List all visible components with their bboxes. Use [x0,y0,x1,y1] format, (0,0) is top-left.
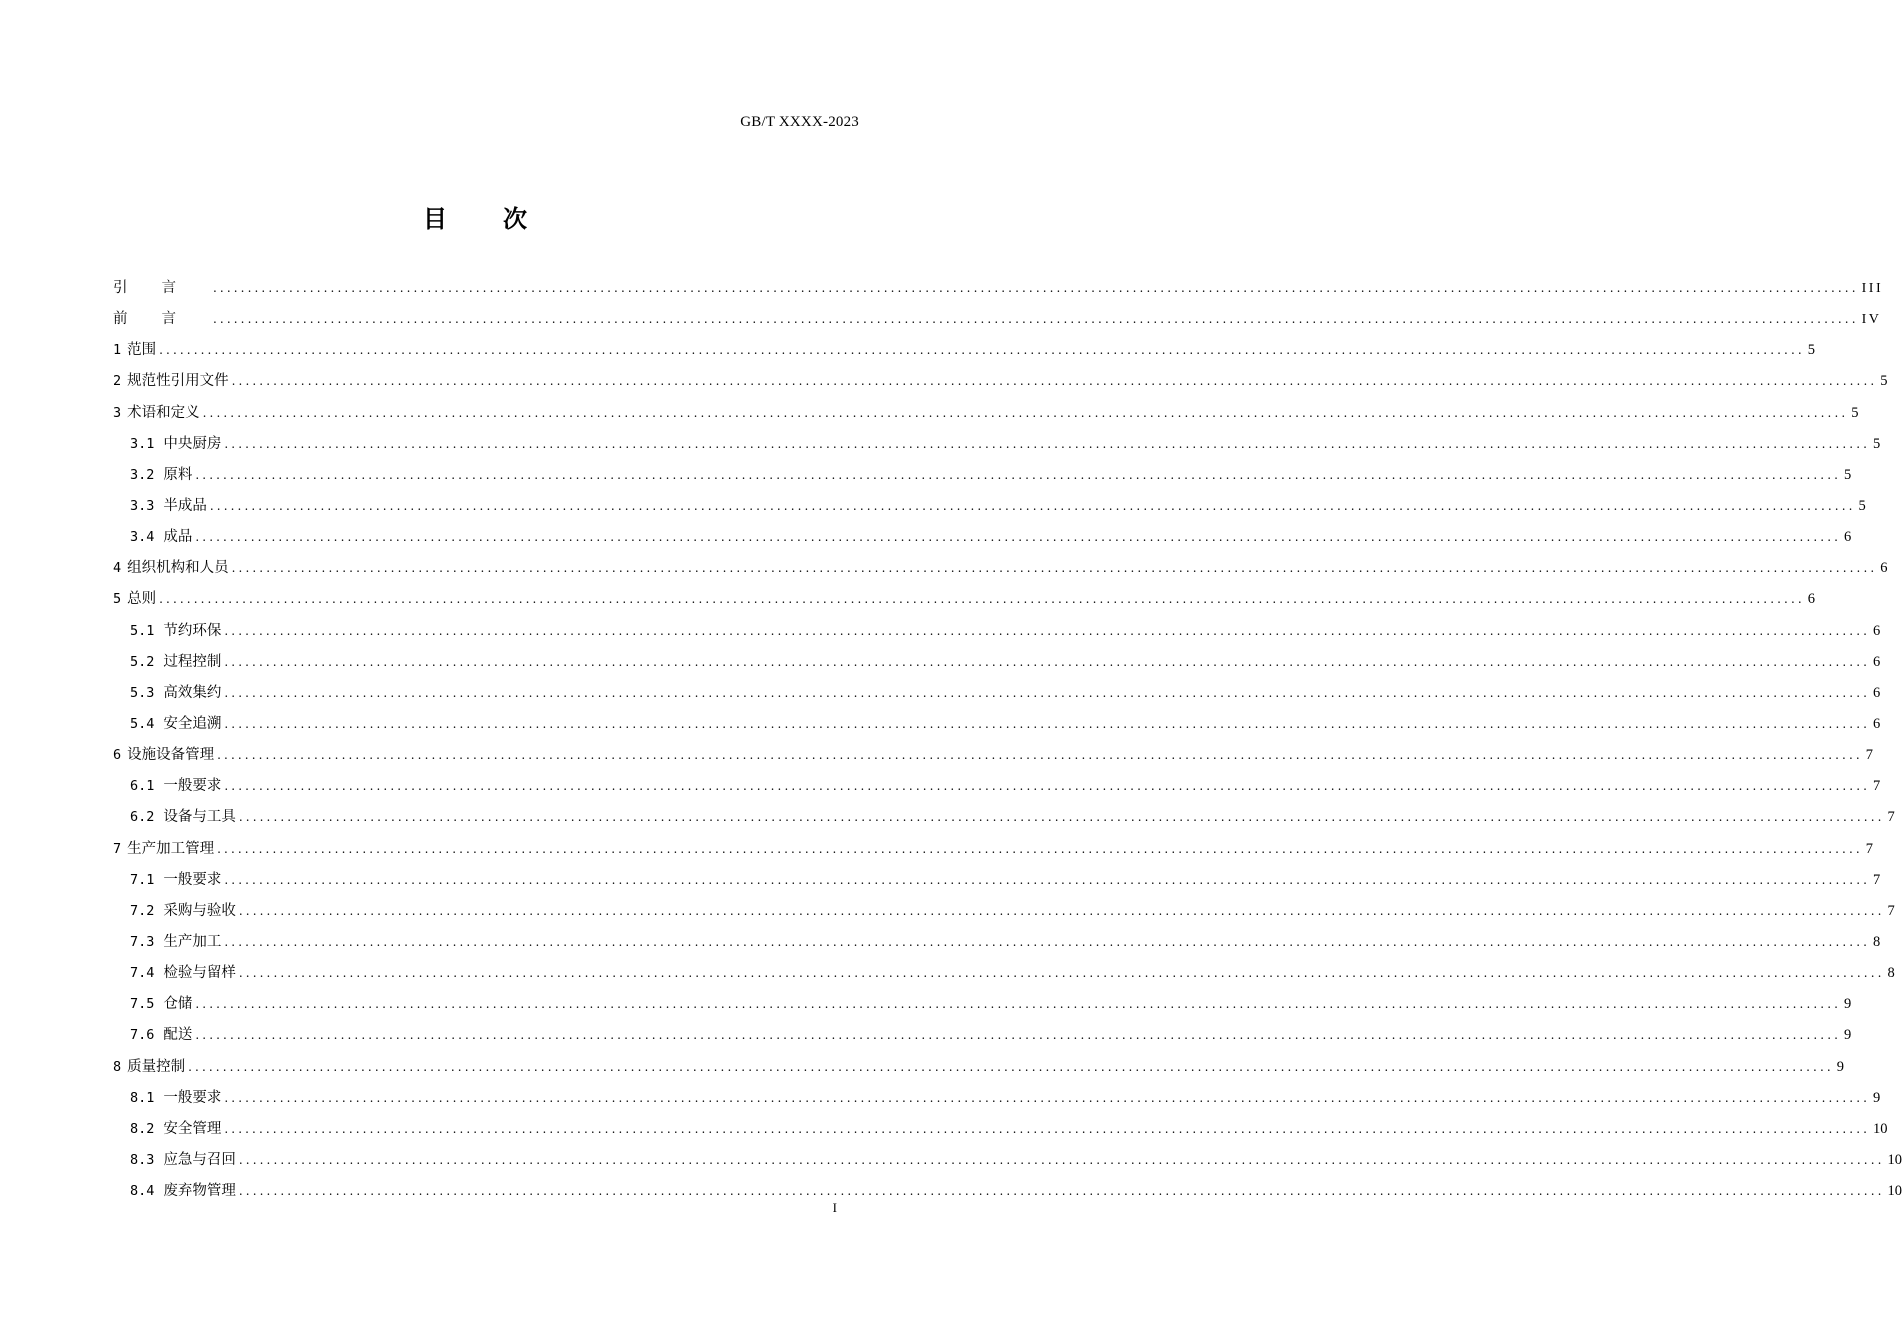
toc-entry[interactable] [113,276,1884,307]
toc-entry-page: 5 [1851,404,1859,421]
toc-entry-number: 7 [113,840,122,857]
toc-entry-page: 9 [1873,1089,1881,1106]
toc-entry[interactable] [113,1023,1852,1054]
toc-entry-number: 6.1 [130,778,155,795]
toc-entry-label: 设备与工具 [163,809,236,826]
toc-entry-page: 7 [1873,778,1881,795]
toc-entry-number: 8.1 [130,1089,155,1106]
toc-entry-page: 8 [1887,965,1895,982]
toc-entry-number: 7.3 [130,933,155,950]
toc-leader-dots: .............................................................................................................................................................................................................................................. [195,530,1842,545]
toc-leader-dots: .............................................................................................................................................................................................................................................. [217,748,1863,763]
toc-entry-number: 7.1 [130,871,155,888]
toc-entry-page: 6 [1880,560,1888,577]
toc-title-char-1: 目 [423,205,447,233]
toc-leader-dots: .............................................................................................................................................................................................................................................. [238,1184,1885,1199]
toc-entry-number: 6 [113,747,122,764]
toc-leader-dots: .............................................................................................................................................................................................................................................. [213,312,1859,327]
toc-leader-dots: .............................................................................................................................................................................................................................................. [224,934,1871,949]
toc-entry[interactable] [113,1179,1902,1210]
toc-entry[interactable] [113,525,1852,556]
toc-leader-dots: .............................................................................................................................................................................................................................................. [238,1152,1885,1167]
toc-entry[interactable] [113,712,1881,743]
toc-entry-label: 范围 [127,342,157,359]
toc-entry-number: 5.1 [130,622,155,639]
toc-entry-number: 3.4 [130,529,155,546]
toc-entry-number: 8 [113,1058,122,1075]
toc-entry[interactable] [113,650,1881,681]
toc-entry-page: 5 [1844,466,1852,483]
toc-entry-label: 引言 [113,280,210,296]
toc-entry-label: 总则 [127,591,157,608]
toc-entry-label: 规范性引用文件 [127,373,229,390]
toc-leader-dots: .............................................................................................................................................................................................................................................. [195,997,1842,1012]
toc-entry-number: 3.3 [130,497,155,514]
toc-leader-dots: .............................................................................................................................................................................................................................................. [159,343,1805,358]
toc-entry[interactable] [113,1055,1845,1086]
toc-entry[interactable] [113,774,1881,805]
toc-entry-label: 生产加工管理 [127,840,215,857]
toc-entry-page: 7 [1873,871,1881,888]
toc-entry-page: III [1861,281,1884,296]
toc-entry-number: 7.5 [130,996,155,1013]
toc-entry-label: 废弃物管理 [163,1183,236,1200]
toc-entry[interactable] [113,369,1888,400]
toc-entry-page: 6 [1873,684,1881,701]
toc-leader-dots: .............................................................................................................................................................................................................................................. [188,1059,1834,1074]
toc-leader-dots: .............................................................................................................................................................................................................................................. [195,1028,1842,1043]
toc-leader-dots: .............................................................................................................................................................................................................................................. [231,374,1878,389]
toc-entry[interactable] [113,556,1888,587]
toc-entry-label: 一般要求 [163,1089,222,1106]
toc-leader-dots: .............................................................................................................................................................................................................................................. [224,436,1871,451]
toc-entry-label: 成品 [163,529,193,546]
toc-entry-label: 半成品 [163,497,207,514]
toc-leader-dots: .............................................................................................................................................................................................................................................. [224,779,1871,794]
toc-entry-number: 3.1 [130,435,155,452]
toc-leader-dots: .............................................................................................................................................................................................................................................. [159,592,1805,607]
toc-leader-dots: .............................................................................................................................................................................................................................................. [224,1090,1871,1105]
toc-entry[interactable] [113,805,1895,836]
toc-leader-dots: .............................................................................................................................................................................................................................................. [231,561,1878,576]
toc-leader-dots: .............................................................................................................................................................................................................................................. [224,654,1871,669]
toc-entry-label: 设施设备管理 [127,747,215,764]
toc-entry[interactable] [113,837,1874,868]
toc-leader-dots: .............................................................................................................................................................................................................................................. [209,498,1856,513]
toc-entry-number: 3.2 [130,466,155,483]
toc-entry-number: 3 [113,404,122,421]
toc-entry-number: 5.2 [130,653,155,670]
toc-entry-page: 9 [1844,996,1852,1013]
toc-entry-page: 9 [1836,1058,1845,1075]
toc-entry-page: 10 [1873,1120,1888,1137]
toc-entry-label: 配送 [163,1027,193,1044]
toc-entry-page: 6 [1807,591,1816,608]
toc-entry-page: 5 [1858,497,1866,514]
toc-entry-number: 5 [113,591,122,608]
toc-entry-label: 应急与召回 [163,1151,236,1168]
toc-entry-number: 5.4 [130,715,155,732]
toc-leader-dots: .............................................................................................................................................................................................................................................. [224,1121,1871,1136]
toc-entry-page: 5 [1880,373,1888,390]
toc-entry-page: 7 [1865,747,1874,764]
toc-entry-label: 节约环保 [163,622,222,639]
toc-leader-dots: .............................................................................................................................................................................................................................................. [224,872,1871,887]
toc-entry-page: 7 [1887,902,1895,919]
toc-entry[interactable] [113,1148,1902,1179]
toc-entry-label: 检验与留样 [163,965,236,982]
toc-entry-number: 7.6 [130,1027,155,1044]
toc-entry-label: 组织机构和人员 [127,560,229,577]
toc-entry[interactable] [113,992,1852,1023]
standard-code: GB/T XXXX-2023 [740,114,859,130]
toc-entry[interactable] [113,587,1816,618]
toc-entry-label: 原料 [163,466,193,483]
toc-entry-page: 6 [1873,715,1881,732]
toc-entry-label: 过程控制 [163,653,222,670]
toc-entry-label: 安全追溯 [163,715,222,732]
toc-entry[interactable] [113,1086,1881,1117]
toc-entry[interactable] [113,743,1874,774]
toc-entry-page: 8 [1873,933,1881,950]
toc-entry[interactable] [113,1117,1888,1148]
toc-entry[interactable] [113,463,1852,494]
toc-entry[interactable] [113,619,1881,650]
toc-entry-number: 2 [113,373,122,390]
table-of-contents [113,276,1902,1210]
toc-entry-number: 5.3 [130,684,155,701]
toc-entry[interactable] [113,868,1881,899]
toc-entry-label: 一般要求 [163,778,222,795]
toc-entry-page: 7 [1865,840,1874,857]
toc-entry-label: 仓储 [163,996,193,1013]
toc-entry-page: 5 [1873,435,1881,452]
toc-entry-page: 6 [1873,653,1881,670]
toc-leader-dots: .............................................................................................................................................................................................................................................. [195,467,1842,482]
toc-entry[interactable] [113,961,1895,992]
toc-entry-label: 前言 [113,311,210,328]
toc-entry-page: 10 [1887,1183,1902,1200]
toc-entry[interactable] [113,401,1859,432]
toc-entry-number: 7.2 [130,902,155,919]
toc-title-char-2: 次 [503,205,527,233]
toc-entry[interactable] [113,930,1881,961]
toc-leader-dots: .............................................................................................................................................................................................................................................. [224,623,1871,638]
toc-leader-dots: .............................................................................................................................................................................................................................................. [224,716,1871,731]
toc-entry[interactable] [113,307,1882,338]
toc-entry-label: 高效集约 [163,684,222,701]
toc-entry-page: 5 [1807,342,1816,359]
toc-entry-number: 6.2 [130,809,155,826]
toc-entry[interactable] [113,432,1881,463]
toc-entry-page: 6 [1844,529,1852,546]
toc-entry-label: 中央厨房 [163,435,222,452]
toc-entry-page: 7 [1887,809,1895,826]
toc-entry-number: 1 [113,342,122,359]
toc-entry-number: 8.2 [130,1120,155,1137]
toc-entry-label: 术语和定义 [127,404,200,421]
toc-entry-page: IV [1861,312,1882,328]
toc-leader-dots: .............................................................................................................................................................................................................................................. [224,685,1871,700]
toc-entry[interactable] [113,494,1866,525]
toc-leader-dots: .............................................................................................................................................................................................................................................. [217,841,1863,856]
toc-entry-label: 安全管理 [163,1120,222,1137]
toc-entry-page: 10 [1887,1151,1902,1168]
toc-leader-dots: .............................................................................................................................................................................................................................................. [238,966,1885,981]
toc-entry-label: 一般要求 [163,871,222,888]
toc-entry[interactable] [113,899,1895,930]
toc-entry-label: 采购与验收 [163,902,236,919]
toc-entry-number: 4 [113,560,122,577]
toc-entry[interactable] [113,681,1881,712]
toc-entry-label: 生产加工 [163,933,222,950]
toc-leader-dots: .............................................................................................................................................................................................................................................. [238,903,1885,918]
toc-title [0,199,950,234]
toc-entry-number: 8.3 [130,1151,155,1168]
toc-entry-page: 6 [1873,622,1881,639]
toc-entry-number: 8.4 [130,1183,155,1200]
toc-leader-dots: .............................................................................................................................................................................................................................................. [213,281,1859,295]
page-number: I [832,1200,837,1215]
toc-entry-number: 7.4 [130,965,155,982]
toc-leader-dots: .............................................................................................................................................................................................................................................. [202,405,1849,420]
toc-entry-label: 质量控制 [127,1058,186,1075]
toc-leader-dots: .............................................................................................................................................................................................................................................. [238,810,1885,825]
toc-entry[interactable] [113,338,1816,369]
toc-entry-page: 9 [1844,1027,1852,1044]
